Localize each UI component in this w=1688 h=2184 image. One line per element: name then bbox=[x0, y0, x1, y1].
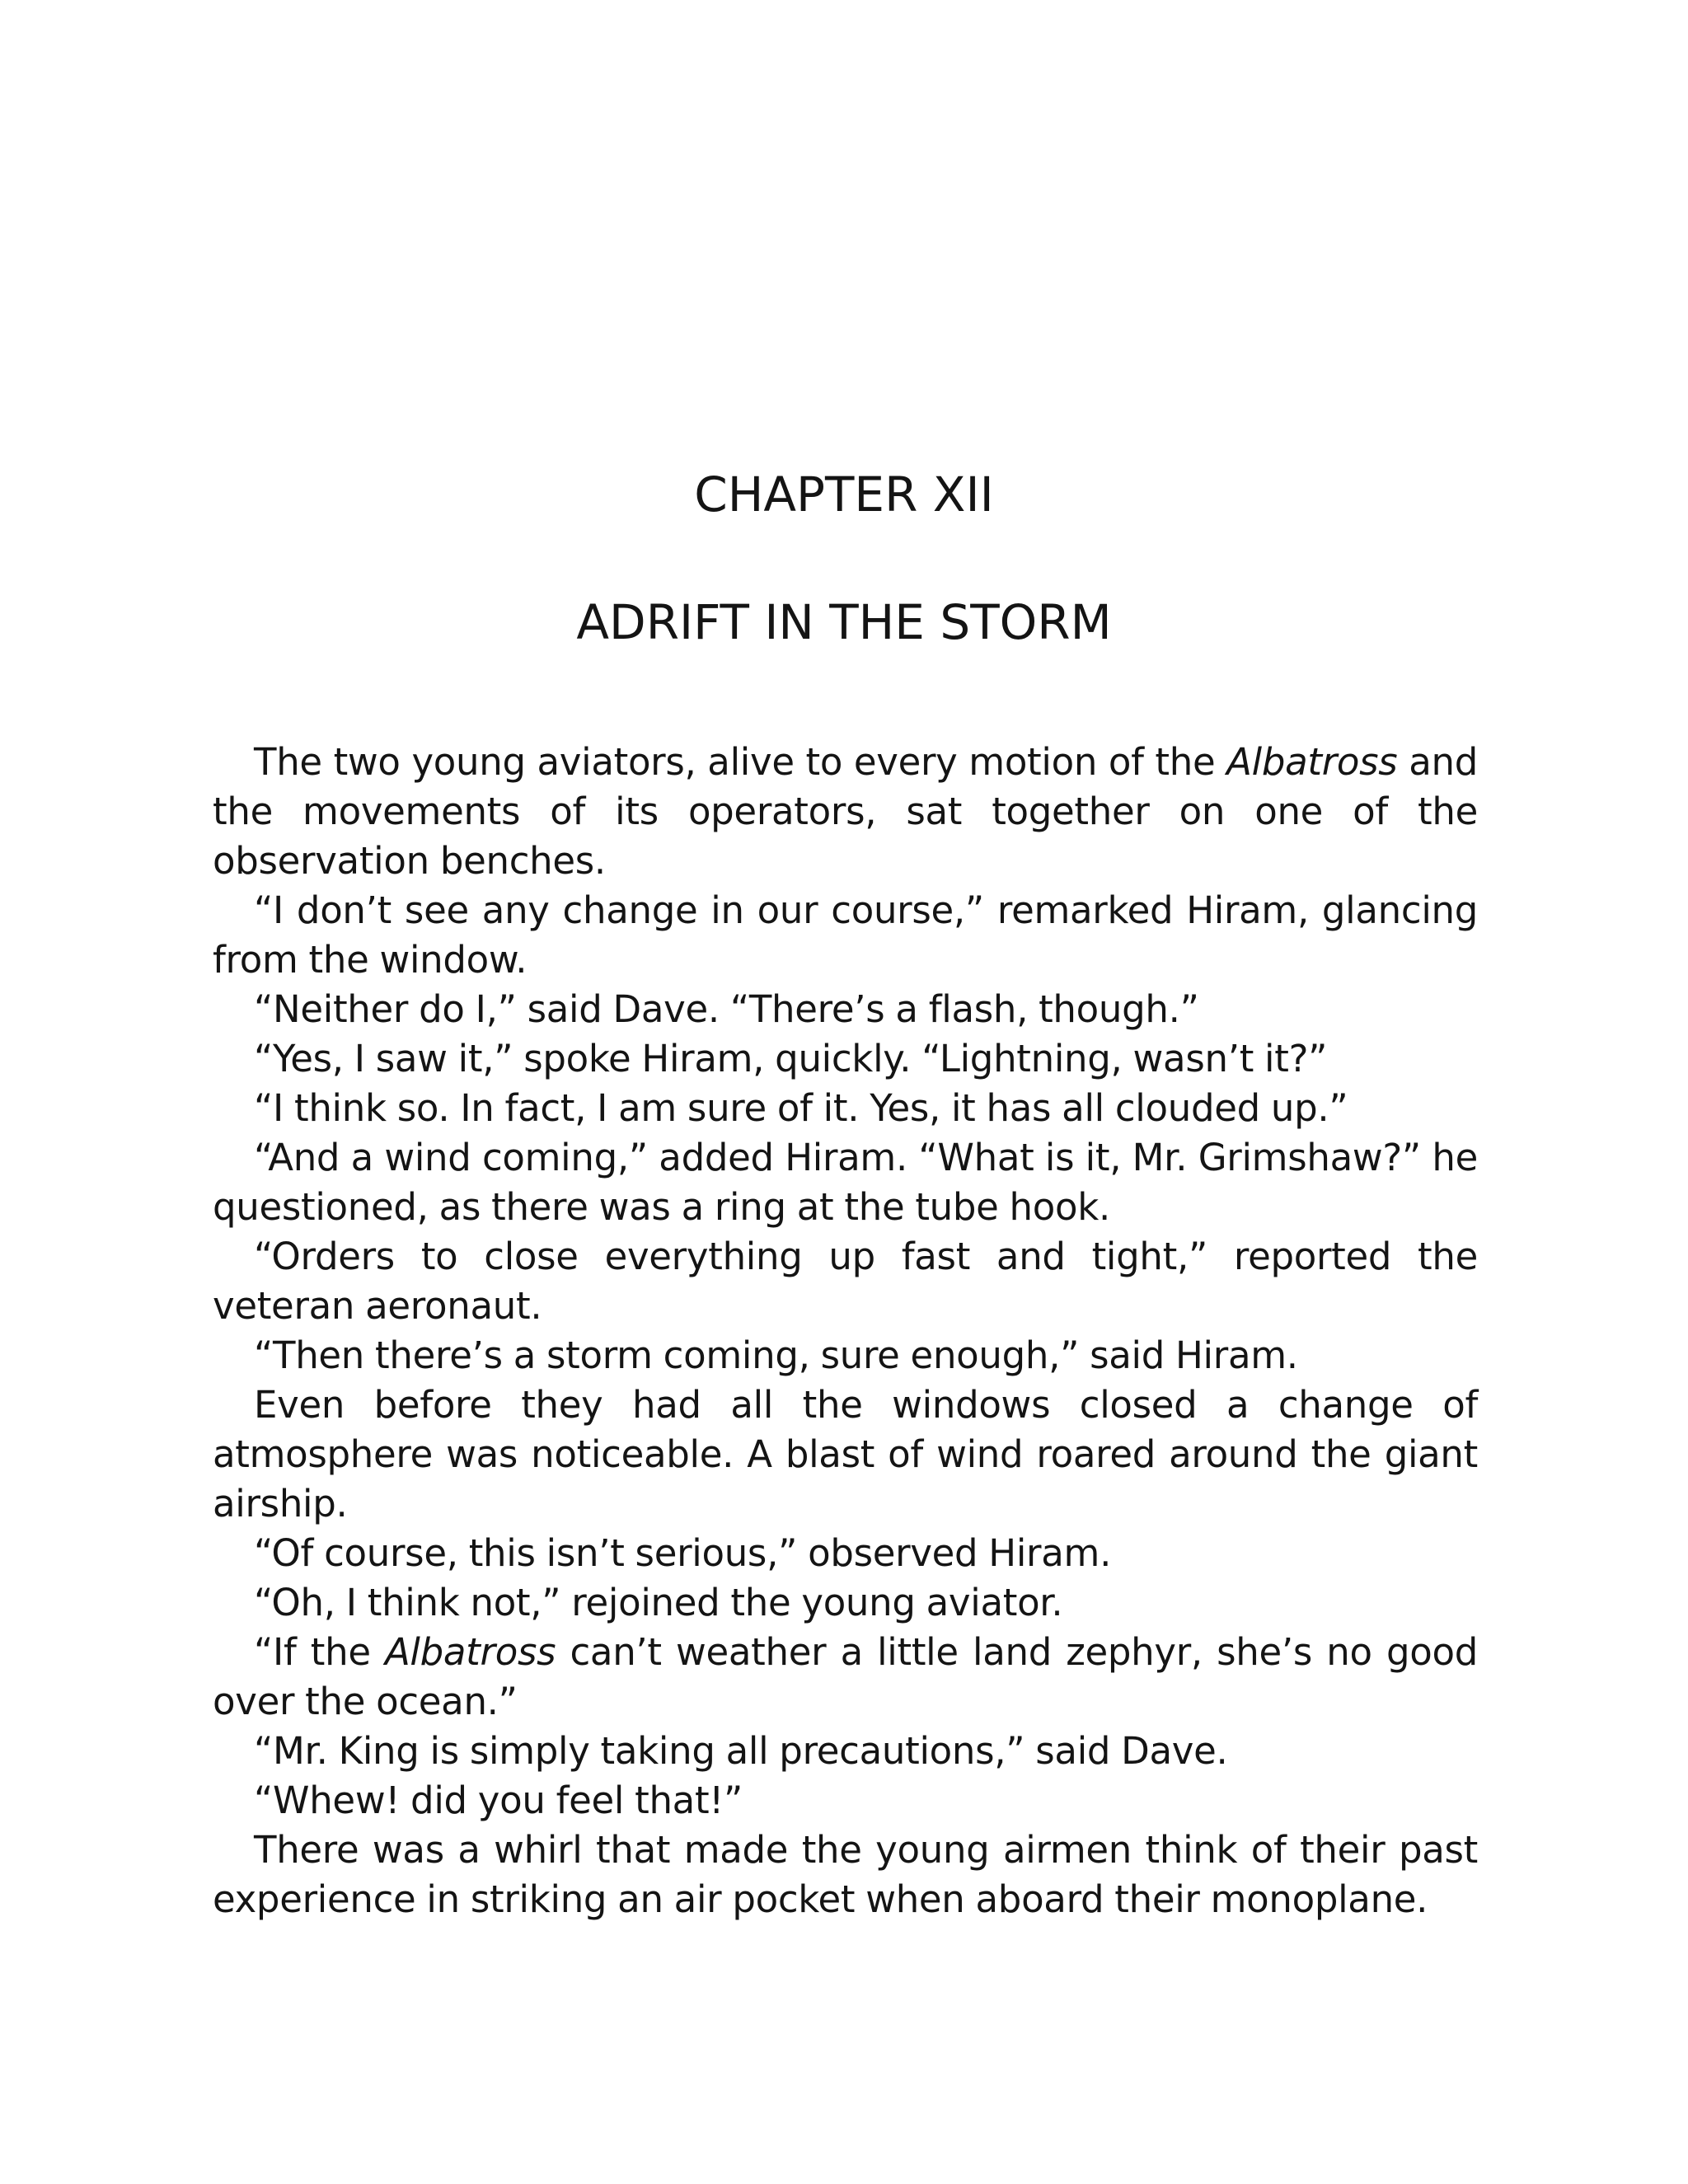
paragraph: Even before they had all the windows closed a change of atmosphere was noticeable. A blast of wind roared around the giant airship. bbox=[213, 1383, 1478, 1526]
paragraph: “And a wind coming,” added Hiram. “What is it, Mr. Grimshaw?” he questioned, as there was a ring at the tube hook. bbox=[213, 1136, 1478, 1229]
paragraph: “I don’t see any change in our course,” remarked Hiram, glancing from the window. bbox=[213, 888, 1478, 982]
paragraph: “I think so. In fact, I am sure of it. Yes, it has all clouded up.” bbox=[254, 1086, 1348, 1130]
paragraph: “Orders to close everything up fast and tight,” reported the veteran aeronaut. bbox=[213, 1235, 1478, 1328]
ship-name: Albatross bbox=[1226, 740, 1398, 784]
paragraph: There was a whirl that made the young airmen think of their past experience in striking an air pocket when aboard their monoplane. bbox=[213, 1828, 1478, 1921]
paragraph: “Whew! did you feel that!” bbox=[254, 1779, 743, 1822]
chapter-body bbox=[213, 738, 1478, 1924]
chapter-number: CHAPTER XII bbox=[694, 466, 994, 523]
paragraph: “If the Albatross can’t weather a little land zephyr, she’s no good over the ocean.” bbox=[213, 1630, 1478, 1723]
paragraph: “Oh, I think not,” rejoined the young aviator. bbox=[254, 1581, 1063, 1624]
paragraph: The two young aviators, alive to every motion of the Albatross and the movements of its operators, sat together on one of the observation benches. bbox=[213, 740, 1479, 883]
paragraph: “Neither do I,” said Dave. “There’s a flash, though.” bbox=[254, 987, 1199, 1031]
paragraph: “Of course, this isn’t serious,” observed Hiram. bbox=[254, 1531, 1112, 1575]
paragraph: “Yes, I saw it,” spoke Hiram, quickly. “Lightning, wasn’t it?” bbox=[254, 1037, 1328, 1080]
chapter-title: ADRIFT IN THE STORM bbox=[576, 594, 1112, 650]
ship-name: Albatross bbox=[384, 1630, 556, 1674]
paragraph: “Mr. King is simply taking all precautions,” said Dave. bbox=[254, 1729, 1228, 1773]
paragraph: “Then there’s a storm coming, sure enough,” said Hiram. bbox=[254, 1333, 1298, 1377]
